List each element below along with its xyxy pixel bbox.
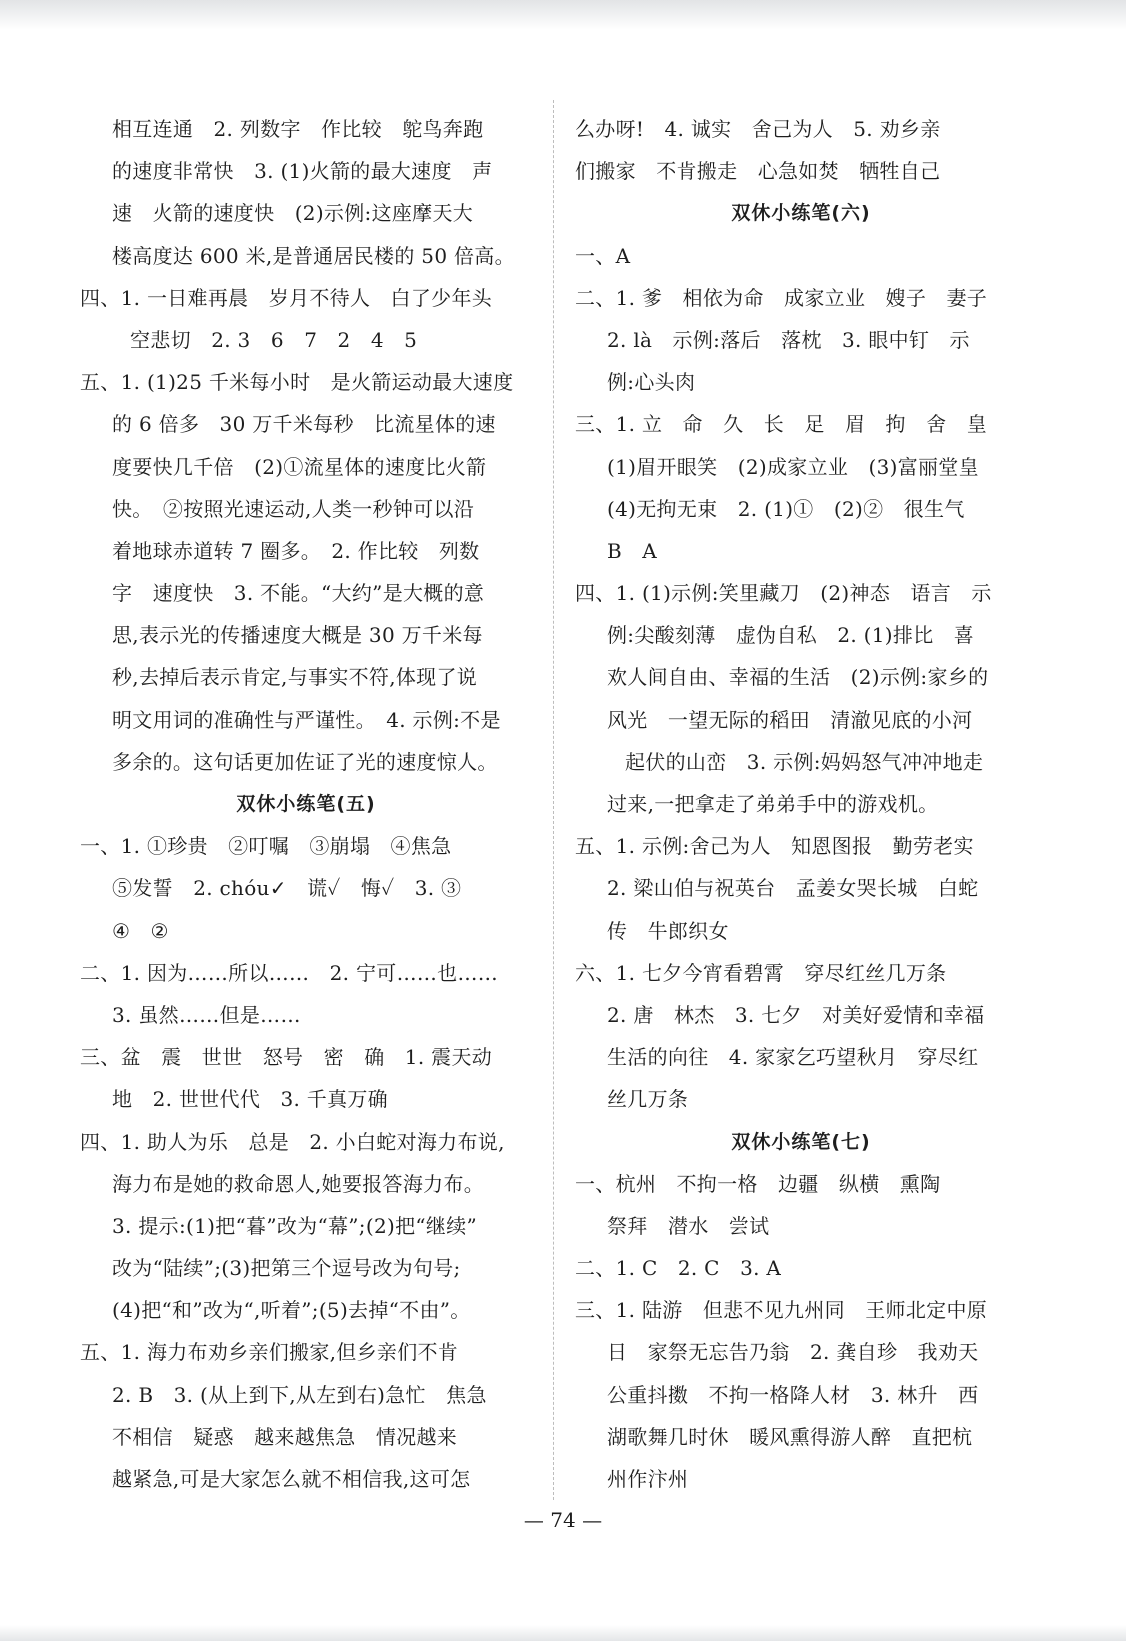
- right-text-line: 五、1. 示例:舍己为人 知恩图报 勤劳老实: [575, 834, 974, 859]
- right-text-line: (4)无拘无束 2. (1)① (2)② 很生气: [607, 496, 965, 521]
- right-text-line: 三、1. 立 命 久 长 足 眉 拘 舍 皇: [575, 412, 988, 437]
- right-text-line: 州作汴州: [607, 1467, 689, 1491]
- left-section-title: 双休小练笔(五): [236, 793, 376, 815]
- right-section-title: 双休小练笔(七): [731, 1130, 871, 1153]
- right-text-line: 祭拜 潜水 尝试: [607, 1213, 770, 1238]
- left-text-line: 四、1. 助人为乐 总是 2. 小白蛇对海力布说,: [80, 1129, 505, 1154]
- right-text-line: 湖歌舞几时休 暖风熏得游人醉 直把杭: [607, 1424, 973, 1449]
- left-text-line: 越紧急,可是大家怎么就不相信我,这可怎: [112, 1467, 471, 1491]
- left-text-line: 相互连通 2. 列数字 作比较 鸵鸟奔跑: [112, 117, 484, 141]
- left-text-line: 秒,去掉后表示肯定,与事实不符,体现了说: [112, 665, 478, 690]
- right-text-line: 2. 唐 林杰 3. 七夕 对美好爱情和幸福: [607, 1002, 985, 1027]
- right-text-line: 生活的向往 4. 家家乞巧望秋月 穿尽红: [607, 1045, 979, 1070]
- left-text-line: (4)把“和”改为“,听着”;(5)去掉“不由”。: [112, 1298, 471, 1323]
- scan-top-shadow: [0, 0, 1126, 30]
- left-text-line: 海力布是她的救命恩人,她要报答海力布。: [112, 1171, 485, 1196]
- left-text-line: 五、1. (1)25 千米每小时 是火箭运动最大速度: [80, 370, 514, 395]
- page-number: — 74 —: [523, 1508, 603, 1532]
- left-text-line: 五、1. 海力布劝乡亲们搬家,但乡亲们不肯: [80, 1340, 459, 1365]
- left-text-line: 快。 ②按照光速运动,人类一秒钟可以沿: [112, 496, 475, 521]
- right-text-line: 过来,一把拿走了弟弟手中的游戏机。: [607, 792, 939, 816]
- left-text-line: 地 2. 世世代代 3. 千真万确: [112, 1087, 388, 1112]
- right-text-line: 欢人间自由、幸福的生活 (2)示例:家乡的: [607, 665, 989, 690]
- right-text-line: 风光 一望无际的稻田 清澈见底的小河: [607, 707, 973, 732]
- left-text-line: 3. 提示:(1)把“暮”改为“幕”;(2)把“继续”: [112, 1213, 478, 1238]
- right-text-line: 例:心头肉: [607, 370, 696, 395]
- right-text-line: 日 家祭无忘告乃翁 2. 龚自珍 我劝天: [607, 1340, 979, 1365]
- left-text-line: 的速度非常快 3. (1)火箭的最大速度 声: [112, 159, 493, 184]
- left-text-line: 着地球赤道转 7 圈多。 2. 作比较 列数: [112, 538, 480, 563]
- right-text-line: 起伏的山峦 3. 示例:妈妈怒气冲冲地走: [625, 749, 984, 774]
- left-text-line: 改为“陆续”;(3)把第三个逗号改为句号;: [112, 1256, 461, 1281]
- left-text-line: 空悲切 2. 3 6 7 2 4 5: [130, 327, 418, 352]
- scan-bottom-shadow: [0, 1625, 1126, 1641]
- column-divider: [553, 100, 554, 1500]
- right-text-line: (1)眉开眼笑 (2)成家立业 (3)富丽堂皇: [607, 454, 979, 479]
- right-text-line: 传 牛郎织女: [607, 918, 729, 943]
- left-text-line: 度要快几千倍 (2)①流星体的速度比火箭: [112, 454, 487, 479]
- right-text-line: 三、1. 陆游 但悲不见九州同 王师北定中原: [575, 1298, 988, 1323]
- right-text-line: 四、1. (1)示例:笑里藏刀 (2)神态 语言 示: [575, 581, 992, 606]
- left-text-line: 字 速度快 3. 不能。“大约”是大概的意: [112, 581, 485, 606]
- left-text-line: 思,表示光的传播速度大概是 30 万千米每: [112, 623, 483, 648]
- right-text-line: 2. 梁山伯与祝英台 孟姜女哭长城 白蛇: [607, 876, 979, 901]
- right-text-line: 一、A: [575, 243, 631, 268]
- left-text-line: 明文用词的准确性与严谨性。 4. 示例:不是: [112, 707, 501, 732]
- left-text-line: 的 6 倍多 30 万千米每秒 比流星体的速: [112, 412, 496, 437]
- right-text-line: 2. là 示例:落后 落枕 3. 眼中钉 示: [607, 327, 970, 352]
- left-text-line: 楼高度达 600 米,是普通居民楼的 50 倍高。: [112, 243, 515, 268]
- right-text-line: 二、1. C 2. C 3. A: [575, 1256, 782, 1281]
- left-column: [80, 108, 532, 1500]
- left-text-line: 速 火箭的速度快 (2)示例:这座摩天大: [112, 201, 474, 226]
- right-column: [575, 108, 1027, 1500]
- right-text-line: 么办呀! 4. 诚实 舍己为人 5. 劝乡亲: [575, 117, 941, 141]
- right-text-line: 公重抖擞 不拘一格降人材 3. 林升 西: [607, 1382, 979, 1407]
- right-text-line: 丝几万条: [607, 1087, 689, 1112]
- left-text-line: 多余的。这句话更加佐证了光的速度惊人。: [112, 749, 498, 774]
- left-text-line: 三、盆 震 世世 怒号 密 确 1. 震天动: [80, 1045, 493, 1070]
- left-text-line: 3. 虽然……但是……: [112, 1002, 301, 1027]
- right-text-line: B A: [607, 538, 658, 563]
- right-section-title: 双休小练笔(六): [731, 202, 871, 225]
- left-text-line: ⑤发誓 2. chóu✓ 谎✓ 悔✓ 3. ③: [112, 876, 462, 901]
- left-text-line: ④ ②: [112, 918, 169, 943]
- right-text-line: 一、杭州 不拘一格 边疆 纵横 熏陶: [575, 1171, 941, 1196]
- left-text-line: 不相信 疑惑 越来越焦急 情况越来: [112, 1424, 458, 1449]
- right-text-line: 二、1. 爹 相依为命 成家立业 嫂子 妻子: [575, 285, 988, 310]
- right-text-line: 们搬家 不肯搬走 心急如焚 牺牲自己: [575, 159, 941, 184]
- right-text-line: 例:尖酸刻薄 虚伪自私 2. (1)排比 喜: [607, 623, 975, 648]
- left-text-line: 一、1. ①珍贵 ②叮嘱 ③崩塌 ④焦急: [80, 834, 452, 859]
- left-text-line: 四、1. 一日难再晨 岁月不待人 白了少年头: [80, 285, 493, 310]
- right-text-line: 六、1. 七夕今宵看碧霄 穿尽红丝几万条: [575, 960, 947, 985]
- left-text-line: 2. B 3. (从上到下,从左到右)急忙 焦急: [112, 1382, 487, 1407]
- left-text-line: 二、1. 因为……所以…… 2. 宁可……也……: [80, 960, 499, 985]
